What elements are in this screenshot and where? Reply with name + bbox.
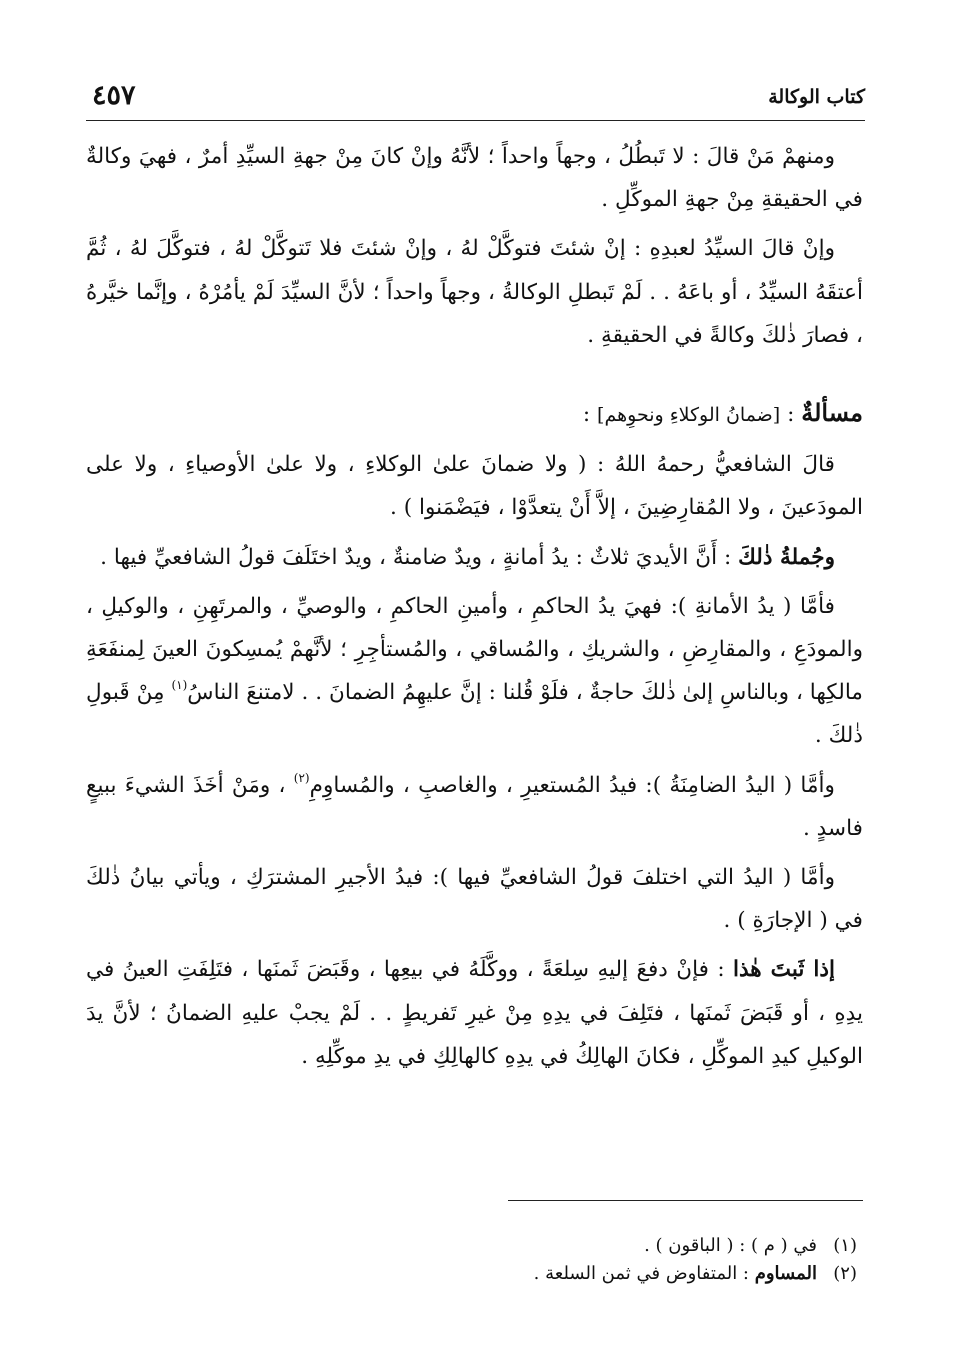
paragraph-5-text-a: فأمَّا ( يدُ الأمانةِ ): فهيَ يدُ الحاكمِ ، وأمينِ الحاكمِ ، والوصيِّ ، والمرتَهِنِ ، والوكيلِ ، والمودَعِ ، والمقارِضِ ، والشريكِ ، والمُساقي ، والمُستأجِرِ ؛ لأنَّهمْ يُمسِكونَ العينَ لِمنفَعَةِ مالكِها ، وبالناسِ إلىٰ ذٰلكَ حاجةٌ ، فلَوْ قُلنا : إنَّ عليهِمُ الضمانَ . . لامتنعَ الناسُ (86, 593, 863, 706)
footnote-2 (86, 1260, 863, 1288)
footnote-ref-2[interactable]: (٢) (293, 770, 310, 785)
footnote-ref-1[interactable]: (١) (171, 678, 188, 693)
running-head: كتاب الوكالة (768, 86, 865, 108)
paragraph-8-text: : فإنْ دفعَ إليهِ سِلعَةً ، ووكَّلَهُ في بيعِها ، وقَبَضَ ثَمنَها ، فتَلِفَتِ العينُ في يدِهِ ، أو قَبَضَ ثَمنَها ، فتَلِفَ في يدِهِ مِنْ غيرِ تَفريطٍ . . لَمْ يجبْ عليهِ الضمانُ ؛ لأنَّ يدَ الوكيلِ كيدِ الموكِّلِ ، فكانَ الهالِكُ في يدِهِ كالهالِكِ في يدِ موكِّلِهِ . (86, 957, 863, 1069)
page-header (86, 80, 865, 121)
masala-end: : (582, 402, 598, 428)
footnotes (86, 1232, 863, 1288)
footnote-divider (508, 1200, 863, 1201)
paragraph-6-text-b: ، ومَنْ أخَذَ الشيءَ ببيعٍ فاسدٍ . (86, 772, 863, 841)
paragraph-1: ومنهمْ مَنْ قالَ : لا تَبطُلُ ، وجهاً واحداً ؛ لأنَّهُ وإنْ كانَ مِنْ جهةِ السيِّدِ أمرٌ ، فهيَ وكالةٌ في الحقيقةِ مِنْ جهةِ الموكِّلِ . (86, 144, 863, 213)
masala-sep: : (780, 402, 802, 428)
page-number: ٤٥٧ (92, 80, 136, 111)
paragraph-3: قالَ الشافعيُّ رحمهُ اللهُ : ( ولا ضمانَ علىٰ الوكلاءِ ، ولا علىٰ الأوصياءِ ، ولا على المودَعينَ ، ولا المُقارِضِينَ ، إلاَّ أَنْ يتعدَّوْا ، فيَضْمَنوا ) . (86, 452, 863, 521)
main-text (86, 135, 863, 1084)
paragraph-7: وأمَّا ( اليدُ التي اختلفَ قولُ الشافعيِّ فيها ): فيدُ الأجيرِ المشترَكِ ، ويأتي بيانُ ذٰلكَ في ( الإجارَةِ ) . (86, 865, 863, 934)
paragraph-4 (86, 536, 863, 579)
paragraph-5 (86, 585, 863, 758)
footnote-1-text: في ( م ) : ( الباقون ) . (644, 1235, 817, 1256)
paragraph-5-text-b: مِنْ قَبولِ ذٰلكَ . (86, 680, 863, 749)
paragraph-8 (86, 948, 863, 1078)
paragraph-6-text-a: وأمَّا ( اليدُ الضامِنَةُ ): فيدُ المُستعيرِ ، والغاصبِ ، والمُساوِمِ (309, 772, 835, 798)
footnote-2-text: : المتفاوض في ثمن السلعة . (533, 1263, 755, 1284)
paragraph-4-text: : أَنَّ الأيديَ ثلاثٌ : يدُ أمانةٍ ، ويدٌ ضامنةٌ ، ويدٌ اختَلَفَ قولُ الشافعيِّ فيها . (100, 544, 739, 570)
footnote-2-number: (٢) (833, 1263, 857, 1284)
masala-word: مسألةٌ (801, 398, 863, 428)
paragraph-6 (86, 764, 863, 850)
footnote-1 (86, 1232, 863, 1260)
footnote-1-number: (١) (833, 1235, 857, 1256)
masala-heading (86, 391, 863, 437)
footnote-2-label: المساوم (754, 1263, 817, 1284)
paragraph-2: وإنْ قالَ السيِّدُ لعبدِهِ : إنْ شئتَ فتوكَّلْ لهُ ، وإنْ شئتَ فلا تَتوكَّلْ لهُ ، فتوكَّلَ لهُ ، ثُمَّ أعتقَهُ السيِّدُ ، أو باعَهُ . . لَمْ تَبطلِ الوكالةُ ، وجهاً واحداً ؛ لأنَّ السيِّدَ لَمْ يأمُرْهُ ، وإنَّما خيَّرهُ ، فصارَ ذٰلكَ وكالةً في الحقيقةِ . (86, 236, 863, 348)
paragraph-8-lead: إذا ثَبتَ هٰذا (732, 957, 835, 983)
paragraph-4-lead: وجُملةُ ذٰلكَ (738, 544, 835, 570)
masala-topic: [ضمانُ الوكلاءِ ونحوِهم] (597, 404, 781, 427)
